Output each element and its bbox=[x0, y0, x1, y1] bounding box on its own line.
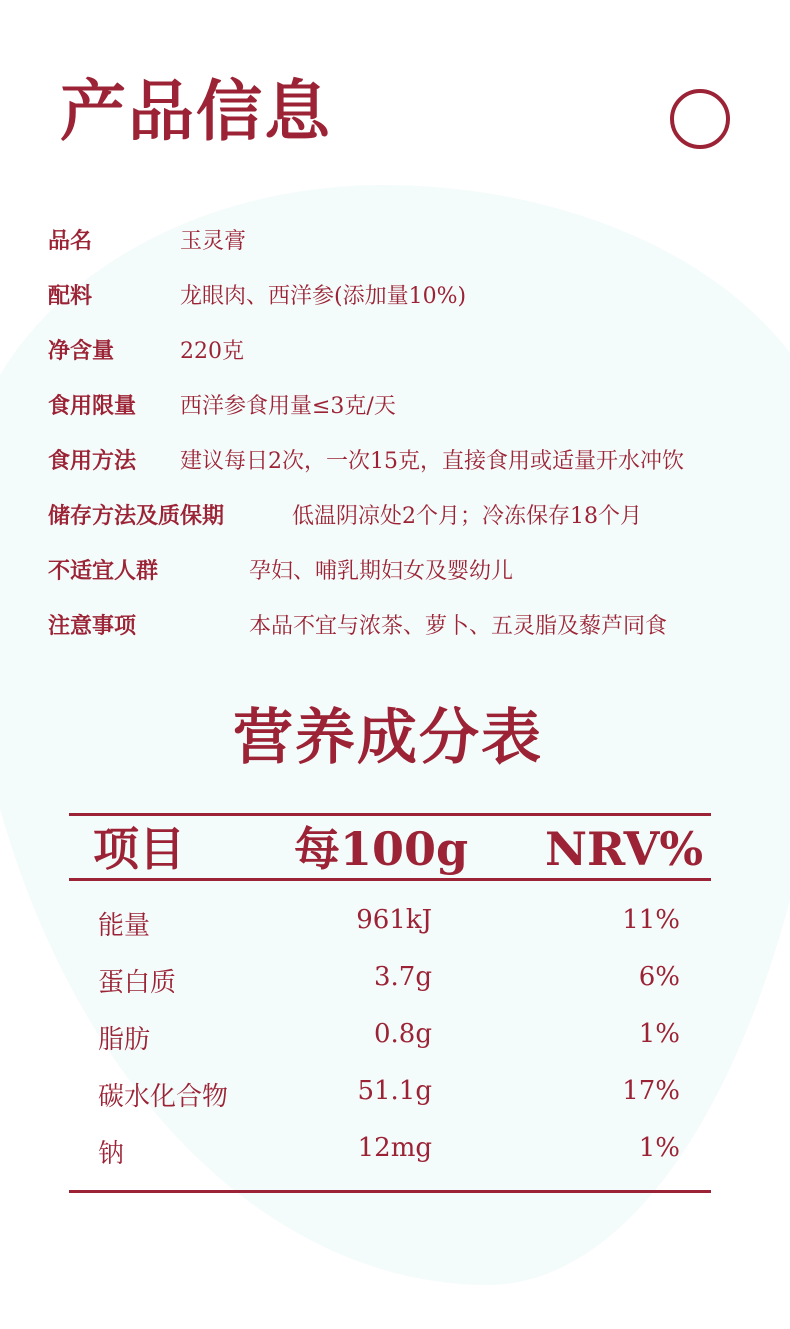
nutrient-name: 钠 bbox=[98, 1139, 125, 1169]
info-label: 食用限量 bbox=[48, 393, 137, 419]
info-label: 食用方法 bbox=[48, 448, 137, 474]
info-label: 品名 bbox=[48, 228, 93, 254]
info-value: 220克 bbox=[180, 339, 244, 364]
info-row-ingredients bbox=[48, 267, 768, 322]
info-row-name bbox=[48, 212, 768, 267]
info-row-intake-limit bbox=[48, 377, 768, 432]
info-value: 西洋参食用量≤3克/天 bbox=[180, 394, 396, 419]
info-value: 本品不宜与浓茶、萝卜、五灵脂及藜芦同食 bbox=[249, 614, 668, 639]
nutrient-amount: 961kJ bbox=[356, 905, 432, 935]
header-per-100g: 每100g bbox=[294, 822, 469, 876]
info-label: 净含量 bbox=[48, 338, 115, 364]
info-value: 龙眼肉、西洋参(添加量10%) bbox=[180, 284, 467, 309]
nutrient-amount: 3.7g bbox=[374, 962, 432, 992]
nutrient-amount: 12mg bbox=[357, 1133, 432, 1163]
nutrient-nrv: 1% bbox=[638, 1019, 680, 1049]
info-row-unsuitable bbox=[48, 542, 768, 597]
nutrient-name: 能量 bbox=[98, 911, 151, 941]
table-header-rule bbox=[69, 878, 711, 881]
nutrition-table-title: 营养成分表 bbox=[233, 703, 543, 773]
header-nrv: NRV% bbox=[545, 822, 704, 876]
info-value: 低温阴凉处2个月；冷冻保存18个月 bbox=[292, 504, 642, 529]
nutrient-amount: 0.8g bbox=[374, 1019, 432, 1049]
nutrient-nrv: 1% bbox=[638, 1133, 680, 1163]
table-top-rule bbox=[69, 813, 711, 816]
info-row-net-content bbox=[48, 322, 768, 377]
info-label: 配料 bbox=[48, 283, 93, 309]
nutrient-nrv: 6% bbox=[638, 962, 680, 992]
header-item: 项目 bbox=[93, 822, 185, 876]
info-row-storage bbox=[48, 487, 768, 542]
decorative-circle-icon bbox=[670, 89, 730, 149]
info-value: 建议每日2次，一次15克，直接食用或适量开水冲饮 bbox=[180, 449, 684, 474]
page-title: 产品信息 bbox=[60, 72, 332, 150]
nutrient-nrv: 17% bbox=[622, 1076, 680, 1106]
nutrient-amount: 51.1g bbox=[357, 1076, 432, 1106]
info-row-usage bbox=[48, 432, 768, 487]
nutrient-name: 脂肪 bbox=[98, 1025, 151, 1055]
info-value: 玉灵膏 bbox=[180, 229, 247, 254]
info-label: 不适宜人群 bbox=[48, 558, 159, 584]
info-row-notes bbox=[48, 597, 768, 652]
table-bottom-rule bbox=[69, 1190, 711, 1193]
info-value: 孕妇、哺乳期妇女及婴幼儿 bbox=[249, 559, 514, 584]
nutrient-name: 蛋白质 bbox=[98, 968, 177, 998]
info-label: 储存方法及质保期 bbox=[48, 503, 225, 529]
nutrient-nrv: 11% bbox=[622, 905, 680, 935]
nutrient-name: 碳水化合物 bbox=[98, 1082, 229, 1112]
info-label: 注意事项 bbox=[48, 613, 137, 639]
